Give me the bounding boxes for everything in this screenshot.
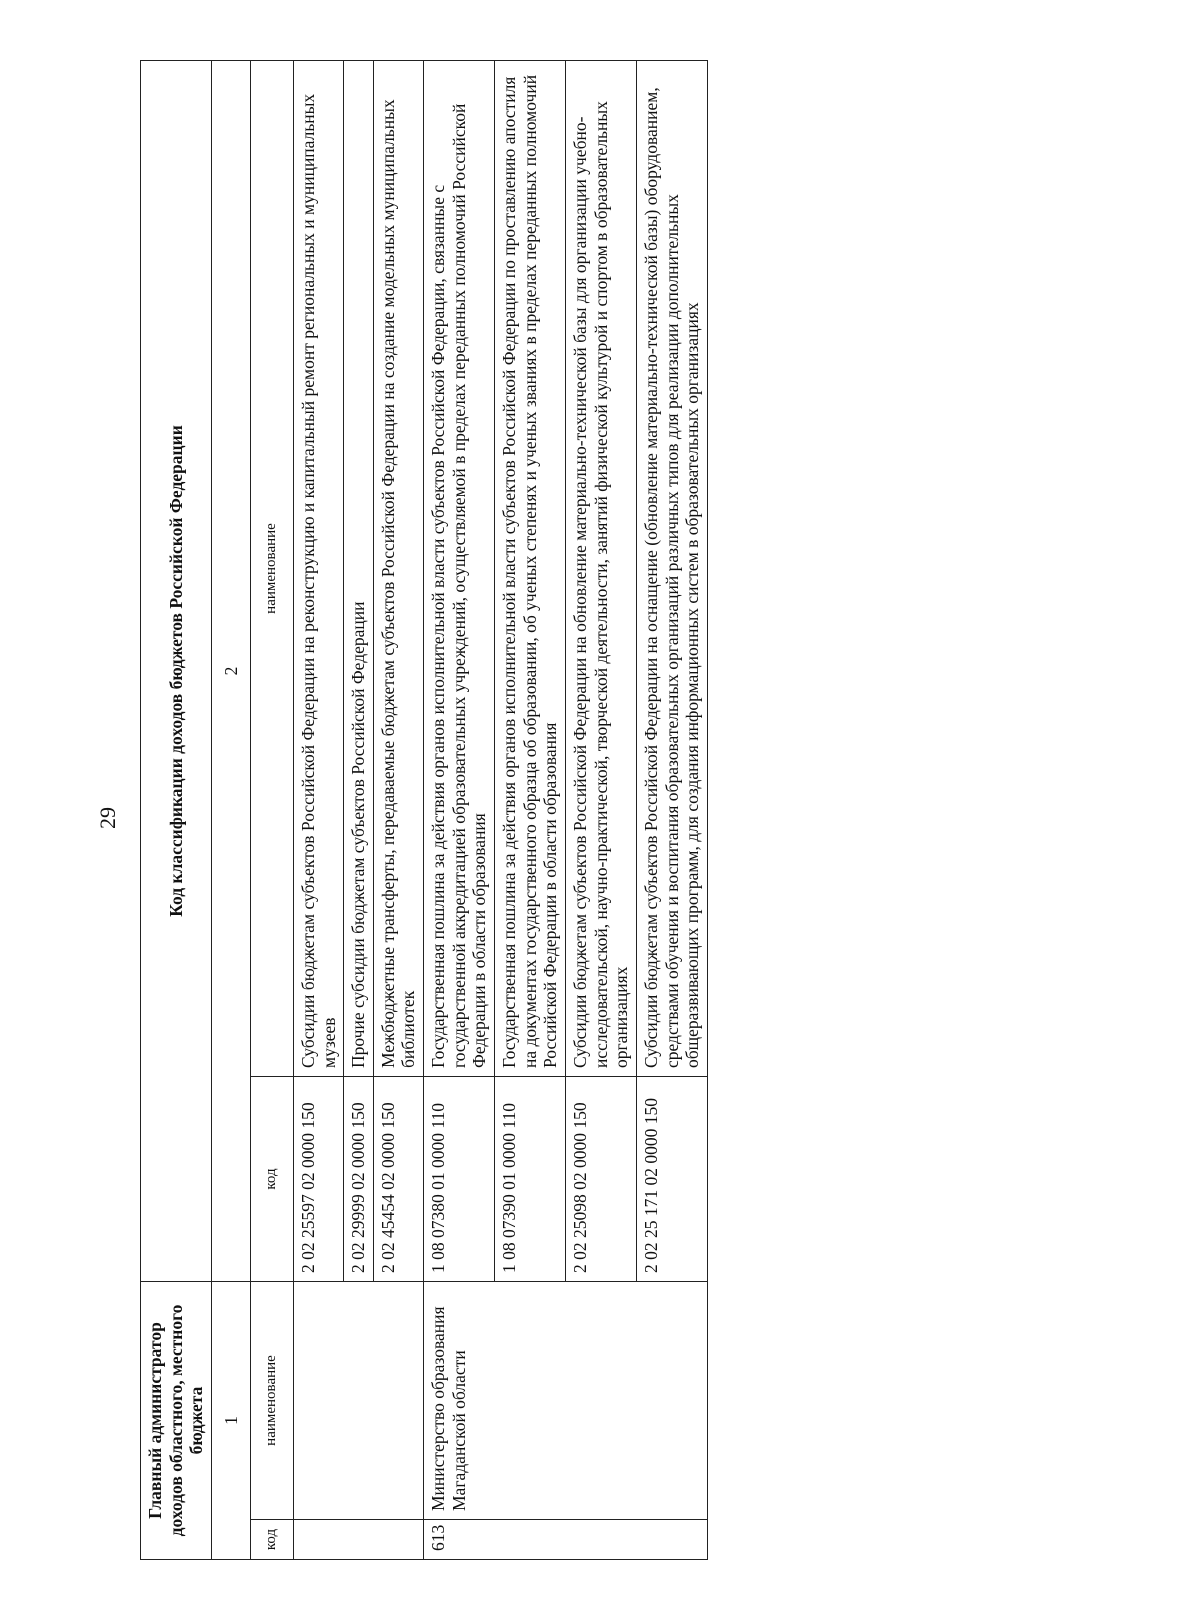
admin-code-cell <box>293 1520 423 1560</box>
admin-name-cell: Министерство образования Магаданской области <box>424 1282 708 1520</box>
header-col-code: код <box>250 1077 293 1282</box>
revenue-code-cell: 1 08 07390 01 0000 110 <box>495 1077 566 1282</box>
revenue-name-cell: Субсидии бюджетам субъектов Российской Федерации на реконструкцию и капитальный ремонт региональных и муниципальных музеев <box>293 61 343 1077</box>
page-number: 29 <box>95 807 120 829</box>
header-col-name: наименование <box>250 61 293 1077</box>
header-index-2: 2 <box>211 61 250 1282</box>
header-group-classification: Код классификации доходов бюджетов Российской Федерации <box>141 61 212 1282</box>
table-row <box>293 61 343 1560</box>
revenue-code-cell: 2 02 25597 02 0000 150 <box>293 1077 343 1282</box>
revenue-name-cell: Межбюджетные трансферты, передаваемые бюджетам субъектов Российской Федерации на создание модельных муниципальных библиотек <box>373 61 423 1077</box>
header-col-admin-name: наименование <box>250 1282 293 1520</box>
revenue-classification-table <box>140 60 708 1560</box>
revenue-code-cell: 1 08 07380 01 0000 110 <box>424 1077 495 1282</box>
header-group-administrator: Главный администратор доходов областного, местного бюджета <box>141 1282 212 1560</box>
revenue-name-cell: Субсидии бюджетам субъектов Российской Федерации на оснащение (обновление материально-технической базы) оборудованием, средствами обучения и воспитания образовательных организаций различных типов для реализации дополнительных общеразвивающих программ, для создания информационных систем в образовательных организациях <box>636 61 707 1077</box>
revenue-code-cell: 2 02 25098 02 0000 150 <box>565 1077 636 1282</box>
table-row <box>424 61 495 1560</box>
header-row-columns <box>250 61 293 1560</box>
revenue-name-cell: Государственная пошлина за действия органов исполнительной власти субъектов Российской Федерации, связанные с государственной аккредитацией образовательных учреждений, осуществляемой в пределах переданных полномочий Российской Федерации в области образования <box>424 61 495 1077</box>
revenue-code-cell: 2 02 29999 02 0000 150 <box>344 1077 374 1282</box>
revenue-name-cell: Субсидии бюджетам субъектов Российской Федерации на обновление материально-технической базы для организации учебно-исследовательской, научно-практической, творческой деятельности, занятий физической культурой и спортом в образовательных организациях <box>565 61 636 1077</box>
revenue-code-cell: 2 02 25 171 02 0000 150 <box>636 1077 707 1282</box>
header-row-titles <box>141 61 212 1560</box>
header-index-1: 1 <box>211 1282 250 1560</box>
revenue-code-cell: 2 02 45454 02 0000 150 <box>373 1077 423 1282</box>
revenue-name-cell: Государственная пошлина за действия органов исполнительной власти субъектов Российской Федерации по проставлению апостиля на документах государственного образца об образовании, об ученых степенях и ученых званиях в пределах переданных полномочий Российской Федерации в области образования <box>495 61 566 1077</box>
header-col-admin-code: код <box>250 1520 293 1560</box>
admin-code-cell: 613 <box>424 1520 708 1560</box>
admin-name-cell <box>293 1282 423 1520</box>
header-row-index <box>211 61 250 1560</box>
rotated-table-container <box>140 60 1008 1560</box>
revenue-name-cell: Прочие субсидии бюджетам субъектов Российской Федерации <box>344 61 374 1077</box>
